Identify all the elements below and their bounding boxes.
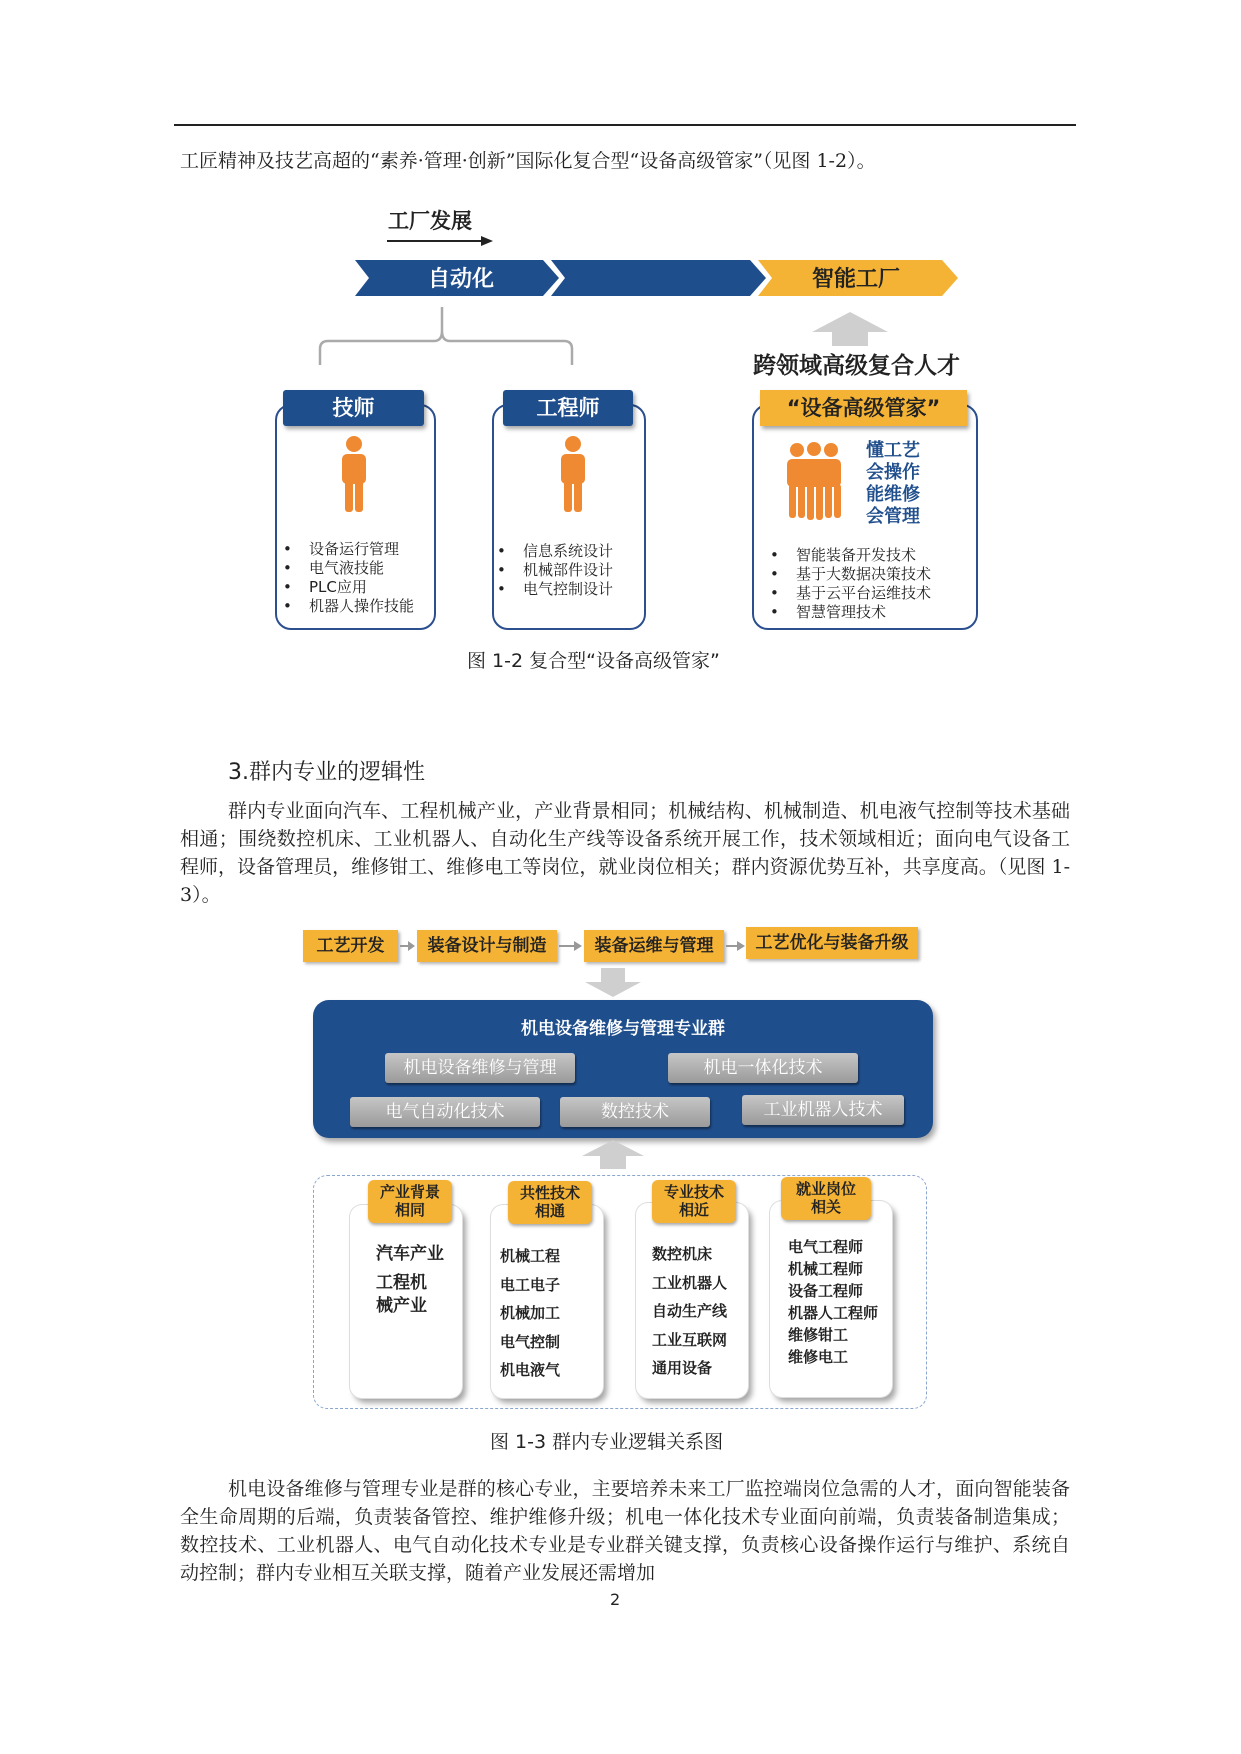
factory-development-label: 工厂发展 [388, 209, 472, 233]
column-tag-line: 相关 [810, 1198, 841, 1216]
figure-1-3-caption: 图 1-3 群内专业逻辑关系图 [490, 1431, 724, 1453]
list-item: • 电气控制设计 [497, 580, 613, 599]
list-item: 数控机床 [652, 1245, 713, 1263]
list-item: 机械加工 [500, 1304, 561, 1322]
list-item: 维修钳工 [788, 1326, 849, 1344]
section-paragraph: 群内专业面向汽车、工程机械产业，产业背景相同；机械结构、机械制造、机电液气控制等技术基础相通；围绕数控机床、工业机器人、自动化生产线等设备系统开展工作，技术领域相近；面向电气设备工程师，设备管理员，维修钳工、维修电工等岗位，就业岗位相关；群内资源优势互补，共享度高。（见图 1-3）。 [180, 800, 1070, 906]
figure-1-2-caption: 图 1-2 复合型“设备高级管家” [467, 650, 720, 672]
list-item: 电气控制 [500, 1332, 561, 1351]
butler-title: “设备高级管家” [760, 390, 967, 426]
list-item: • 电气液技能 [283, 559, 414, 578]
column-tag-line: 就业岗位 [795, 1180, 856, 1198]
major-pill: 数控技术 [560, 1097, 710, 1127]
group-title: 机电设备维修与管理专业群 [521, 1019, 725, 1039]
intro-line: 工匠精神及技艺高超的“素养·管理·创新”国际化复合型“设备高级管家”（见图 1-2）。 [180, 150, 876, 172]
arrow-right-icon [400, 939, 416, 953]
column-tag [781, 1177, 871, 1220]
list-item: • 机械部件设计 [497, 561, 613, 580]
column-items [376, 1243, 444, 1318]
list-item: • PLC应用 [283, 578, 414, 597]
column-tag-line: 共性技术 [519, 1184, 580, 1202]
list-item: • 信息系统设计 [497, 542, 613, 561]
list-item: • 智能装备开发技术 [770, 546, 931, 565]
engineer-title: 工程师 [503, 390, 633, 426]
list-item: 自动生产线 [652, 1302, 728, 1320]
down-arrow-icon [583, 968, 643, 998]
skill-item: 会管理 [866, 506, 920, 527]
list-item: • 设备运行管理 [283, 540, 414, 559]
list-item: 通用设备 [652, 1359, 713, 1377]
column-tag-line: 相同 [394, 1201, 425, 1219]
major-pill: 机电设备维修与管理 [385, 1053, 575, 1083]
skill-item: 能维修 [866, 484, 920, 505]
list-item: 机电液气 [500, 1361, 561, 1379]
list-item: 汽车产业 [376, 1244, 444, 1264]
list-item: 工业互联网 [652, 1330, 728, 1349]
column-tag-line: 产业背景 [379, 1183, 440, 1201]
list-item: 电工电子 [500, 1275, 561, 1294]
skill-item: 懂工艺 [866, 440, 920, 461]
list-item: • 机器人操作技能 [283, 597, 414, 616]
column-tag-line: 专业技术 [663, 1183, 724, 1201]
column-tag [368, 1180, 452, 1223]
major-pill: 机电一体化技术 [668, 1053, 858, 1083]
column-tag-line: 相通 [534, 1202, 565, 1220]
closing-paragraph: 机电设备维修与管理专业是群的核心专业，主要培养未来工厂监控端岗位急需的人才，面向智能装备全生命周期的后端，负责装备管控、维护维修升级；机电一体化技术专业面向前端，负责装备制造集成；数控技术、工业机器人、电气自动化技术专业是专业群关键支撑，负责核心设备操作运行与维护、系统自动控制；群内专业相互关联支撑，随着产业发展还需增加 [180, 1478, 1070, 1584]
step-box: 工艺开发 [303, 930, 398, 962]
list-item: 工程机 [376, 1273, 427, 1293]
list-item: 维修电工 [788, 1348, 849, 1366]
list-item: 机器人工程师 [788, 1304, 879, 1322]
step-box: 装备运维与管理 [584, 930, 724, 962]
column-items [652, 1240, 727, 1383]
chevron-automation-label: 自动化 [428, 267, 495, 292]
column-tag [652, 1180, 736, 1223]
cross-domain-label: 跨领域高级复合人才 [753, 353, 960, 379]
step-box: 装备设计与制造 [417, 930, 557, 962]
list-item: • 基于大数据决策技术 [770, 565, 931, 584]
arrow-right-icon [559, 939, 583, 953]
page-number: 2 [610, 1590, 621, 1609]
major-pill: 工业机器人技术 [742, 1095, 904, 1125]
major-pill: 电气自动化技术 [350, 1097, 540, 1127]
arrow-right-icon [726, 939, 746, 953]
column-tag-line: 相近 [678, 1201, 709, 1219]
step-box: 工艺优化与装备升级 [746, 927, 918, 959]
up-arrow-icon [580, 1140, 646, 1170]
list-item: • 基于云平台运维技术 [770, 584, 931, 603]
column-tag [508, 1181, 592, 1224]
column-items [500, 1242, 560, 1385]
list-item: 机械工程 [500, 1247, 561, 1265]
list-item: • 智慧管理技术 [770, 603, 931, 622]
technician-title: 技师 [283, 390, 424, 426]
list-item: 工业机器人 [652, 1273, 728, 1292]
column-items [788, 1236, 878, 1368]
section-heading: 3.群内专业的逻辑性 [228, 760, 425, 785]
list-item: 电气工程师 [788, 1238, 864, 1256]
list-item: 机械工程师 [788, 1260, 864, 1278]
list-item: 设备工程师 [788, 1282, 864, 1300]
skill-item: 会操作 [866, 462, 920, 483]
chevron-smart-factory-label: 智能工厂 [812, 267, 901, 292]
list-item: 械产业 [376, 1296, 427, 1316]
